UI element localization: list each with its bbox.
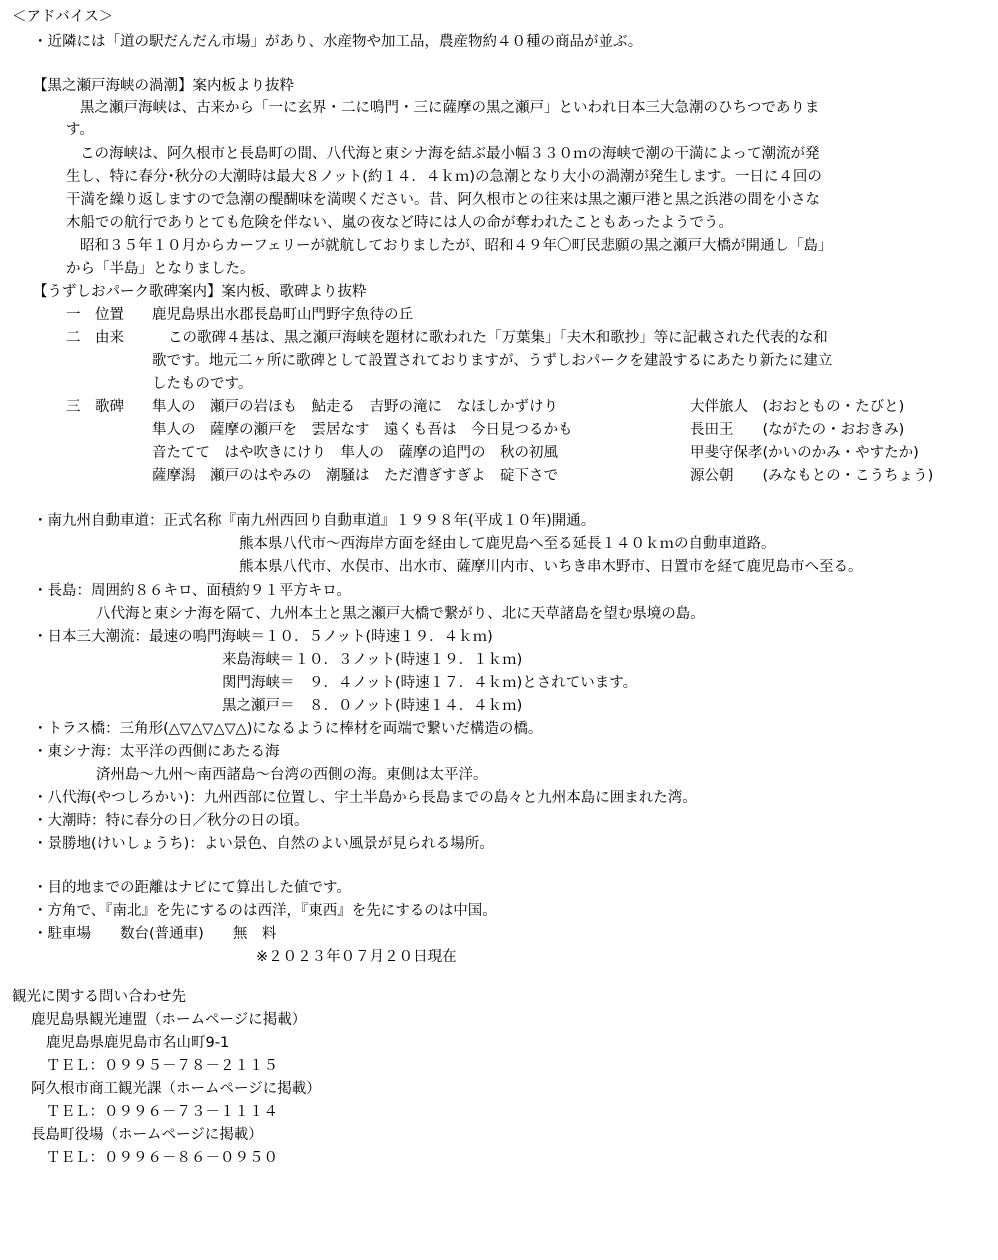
contact-tel: ＴＥＬ：０９９６－８６－０９５０ xyxy=(46,1150,278,1166)
contact-tel: ＴＥＬ：０９９５－７８－２１１５ xyxy=(46,1058,278,1074)
whirlpool-paragraph-line: 干満を繰り返しますので急潮の醍醐味を満喫ください。昔、阿久根市との往来は黒之瀬戸港と黒之浜港の間を小さな xyxy=(66,192,820,208)
tides-note-line: 黒之瀬戸＝ ８．０ノット(時速１４．４ｋｍ) xyxy=(222,698,523,714)
contact-org-name: 阿久根市商工観光課（ホームページに掲載） xyxy=(31,1081,321,1097)
whirlpool-paragraph-line: 生し、特に春分･秋分の大潮時は最大８ノット(約１４．４ｋｍ)の急潮となり大小の渦潮が発生します。一日に４回の xyxy=(66,169,822,185)
east-china-sea-note: ・東シナ海：太平洋の西側にあたる海 xyxy=(33,744,280,760)
poem-author: 大伴旅人 (おおともの・たびと) xyxy=(690,399,905,415)
tides-note: ・日本三大潮流：最速の鳴門海峡＝１０．５ノット(時速１９．４ｋｍ) xyxy=(33,629,493,645)
origin-label: 二 由来 xyxy=(66,330,124,346)
nagashima-note: ・長島：周囲約８６キロ、面積約９１平方キロ。 xyxy=(33,583,351,599)
expressway-note: ・南九州自動車道：正式名称『南九州西回り自動車道』１９９８年(平成１０年)開通。 xyxy=(33,513,596,529)
poem-verse: 薩摩潟 瀬戸のはやみの 潮騒は ただ漕ぎすぎよ 碇下さで xyxy=(152,468,558,484)
as-of-date: ※２０２３年０７月２０日現在 xyxy=(256,949,457,965)
contact-tel: ＴＥＬ：０９９６－７３－１１１４ xyxy=(46,1104,278,1120)
whirlpool-paragraph-line: から「半島」となりました。 xyxy=(66,261,255,277)
direction-note: ・方角で、『南北』を先にするのは西洋，『東西』を先にするのは中国。 xyxy=(33,903,497,919)
poem-verse: 音たてて はや吹きにけり 隼人の 薩摩の追門の 秋の初風 xyxy=(152,445,558,461)
scenic-spot-note: ・景勝地(けいしょうち)：よい景色、自然のよい風景が見られる場所。 xyxy=(33,836,494,852)
poem-author: 源公朝 (みなもとの・こうちょう) xyxy=(690,468,934,484)
whirlpool-paragraph-line: 昭和３５年１０月からカーフェリーが就航しておりましたが、昭和４９年〇町民悲願の黒之瀬戸大橋が開通し「島」 xyxy=(80,238,833,254)
truss-bridge-note: ・トラス橋：三角形(△▽△▽△▽△)になるように棒材を両端で繋いだ構造の橋。 xyxy=(33,721,543,737)
yatsushiro-sea-note: ・八代海(やつしろかい)：九州西部に位置し、宇土半島から長島までの島々と九州本島に囲まれた湾。 xyxy=(33,790,697,806)
origin-text-line: この歌碑４基は、黒之瀬戸海峡を題材に歌われた「万葉集」「夫木和歌抄」等に記載された代表的な和 xyxy=(168,330,828,346)
contact-address: 鹿児島県鹿児島市名山町9-1 xyxy=(46,1035,230,1051)
poem-author: 甲斐守保孝(かいのかみ・やすたか) xyxy=(690,445,919,461)
uzushio-heading: 【うずしおパーク歌碑案内】案内板、歌碑より抜粋 xyxy=(33,284,367,300)
poem-author: 長田王 (ながたの・おおきみ) xyxy=(690,422,905,438)
expressway-note-line: 熊本県八代市、水俣市、出水市、薩摩川内市、いちき串木野市、日置市を経て鹿児島市へ至る。 xyxy=(239,559,863,575)
expressway-note-line: 熊本県八代市～西海岸方面を経由して鹿児島へ至る延長１４０ｋｍの自動車道路。 xyxy=(239,536,776,552)
origin-text-line: したものです。 xyxy=(152,376,253,392)
poems-label: 三 歌碑 xyxy=(66,399,124,415)
tides-note-line: 来島海峡＝１０．３ノット(時速１９．１ｋｍ) xyxy=(222,652,523,668)
whirlpool-heading: 【黒之瀬戸海峡の渦潮】案内板より抜粋 xyxy=(33,78,294,94)
contact-org-name: 長島町役場（ホームページに掲載） xyxy=(31,1127,263,1143)
nagashima-note-line: 八代海と東シナ海を隔て、九州本土と黒之瀬戸大橋で繋がり、北に天草諸島を望む県境の島。 xyxy=(96,606,705,622)
east-china-sea-note-line: 済州島～九州～南西諸島～台湾の西側の海。東側は太平洋。 xyxy=(96,767,488,783)
parking-note: ・駐車場 数台(普通車) 無 料 xyxy=(33,926,277,942)
tides-note-line: 関門海峡＝ ９．４ノット(時速１７．４ｋｍ)とされています。 xyxy=(222,675,638,691)
location-label: 一 位置 xyxy=(66,307,124,323)
contact-heading: 観光に関する問い合わせ先 xyxy=(12,989,186,1005)
poem-verse: 隼人の 薩摩の瀬戸を 雲居なす 遠くも吾は 今日見つるかも xyxy=(152,422,573,438)
origin-text-line: 歌です。地元二ヶ所に歌碑として設置されておりますが、うずしおパークを建設するにあたり新たに建立 xyxy=(152,353,833,369)
poem-verse: 隼人の 瀬戸の岩ほも 鮎走る 吉野の滝に なほしかずけり xyxy=(152,399,558,415)
whirlpool-paragraph-line: この海峡は、阿久根市と長島町の間、八代海と東シナ海を結ぶ最小幅３３０ｍの海峡で潮の干満によって潮流が発 xyxy=(80,146,820,162)
spring-tide-note: ・大潮時：特に春分の日／秋分の日の頃。 xyxy=(33,813,309,829)
whirlpool-paragraph-line: 黒之瀬戸海峡は、古来から「一に玄界・二に鳴門・三に薩摩の黒之瀬戸」といわれ日本三大急潮のひちつでありま xyxy=(80,100,820,116)
whirlpool-paragraph-line: す。 xyxy=(66,122,94,138)
contact-org-name: 鹿児島県観光連盟（ホームページに掲載） xyxy=(31,1012,307,1028)
nearby-market-note: ・近隣には「道の駅だんだん市場」があり、水産物や加工品，農産物約４０種の商品が並ぶ。 xyxy=(33,34,643,50)
whirlpool-paragraph-line: 木船での航行でありとても危険を伴ない、嵐の夜など時には人の命が奪われたこともあったようでう。 xyxy=(66,215,733,231)
distance-note: ・目的地までの距離はナビにて算出した値です。 xyxy=(33,880,351,896)
advice-heading: ＜アドバイス＞ xyxy=(12,9,114,25)
location-text: 鹿児島県出水郡長島町山門野字魚待の丘 xyxy=(152,307,413,323)
